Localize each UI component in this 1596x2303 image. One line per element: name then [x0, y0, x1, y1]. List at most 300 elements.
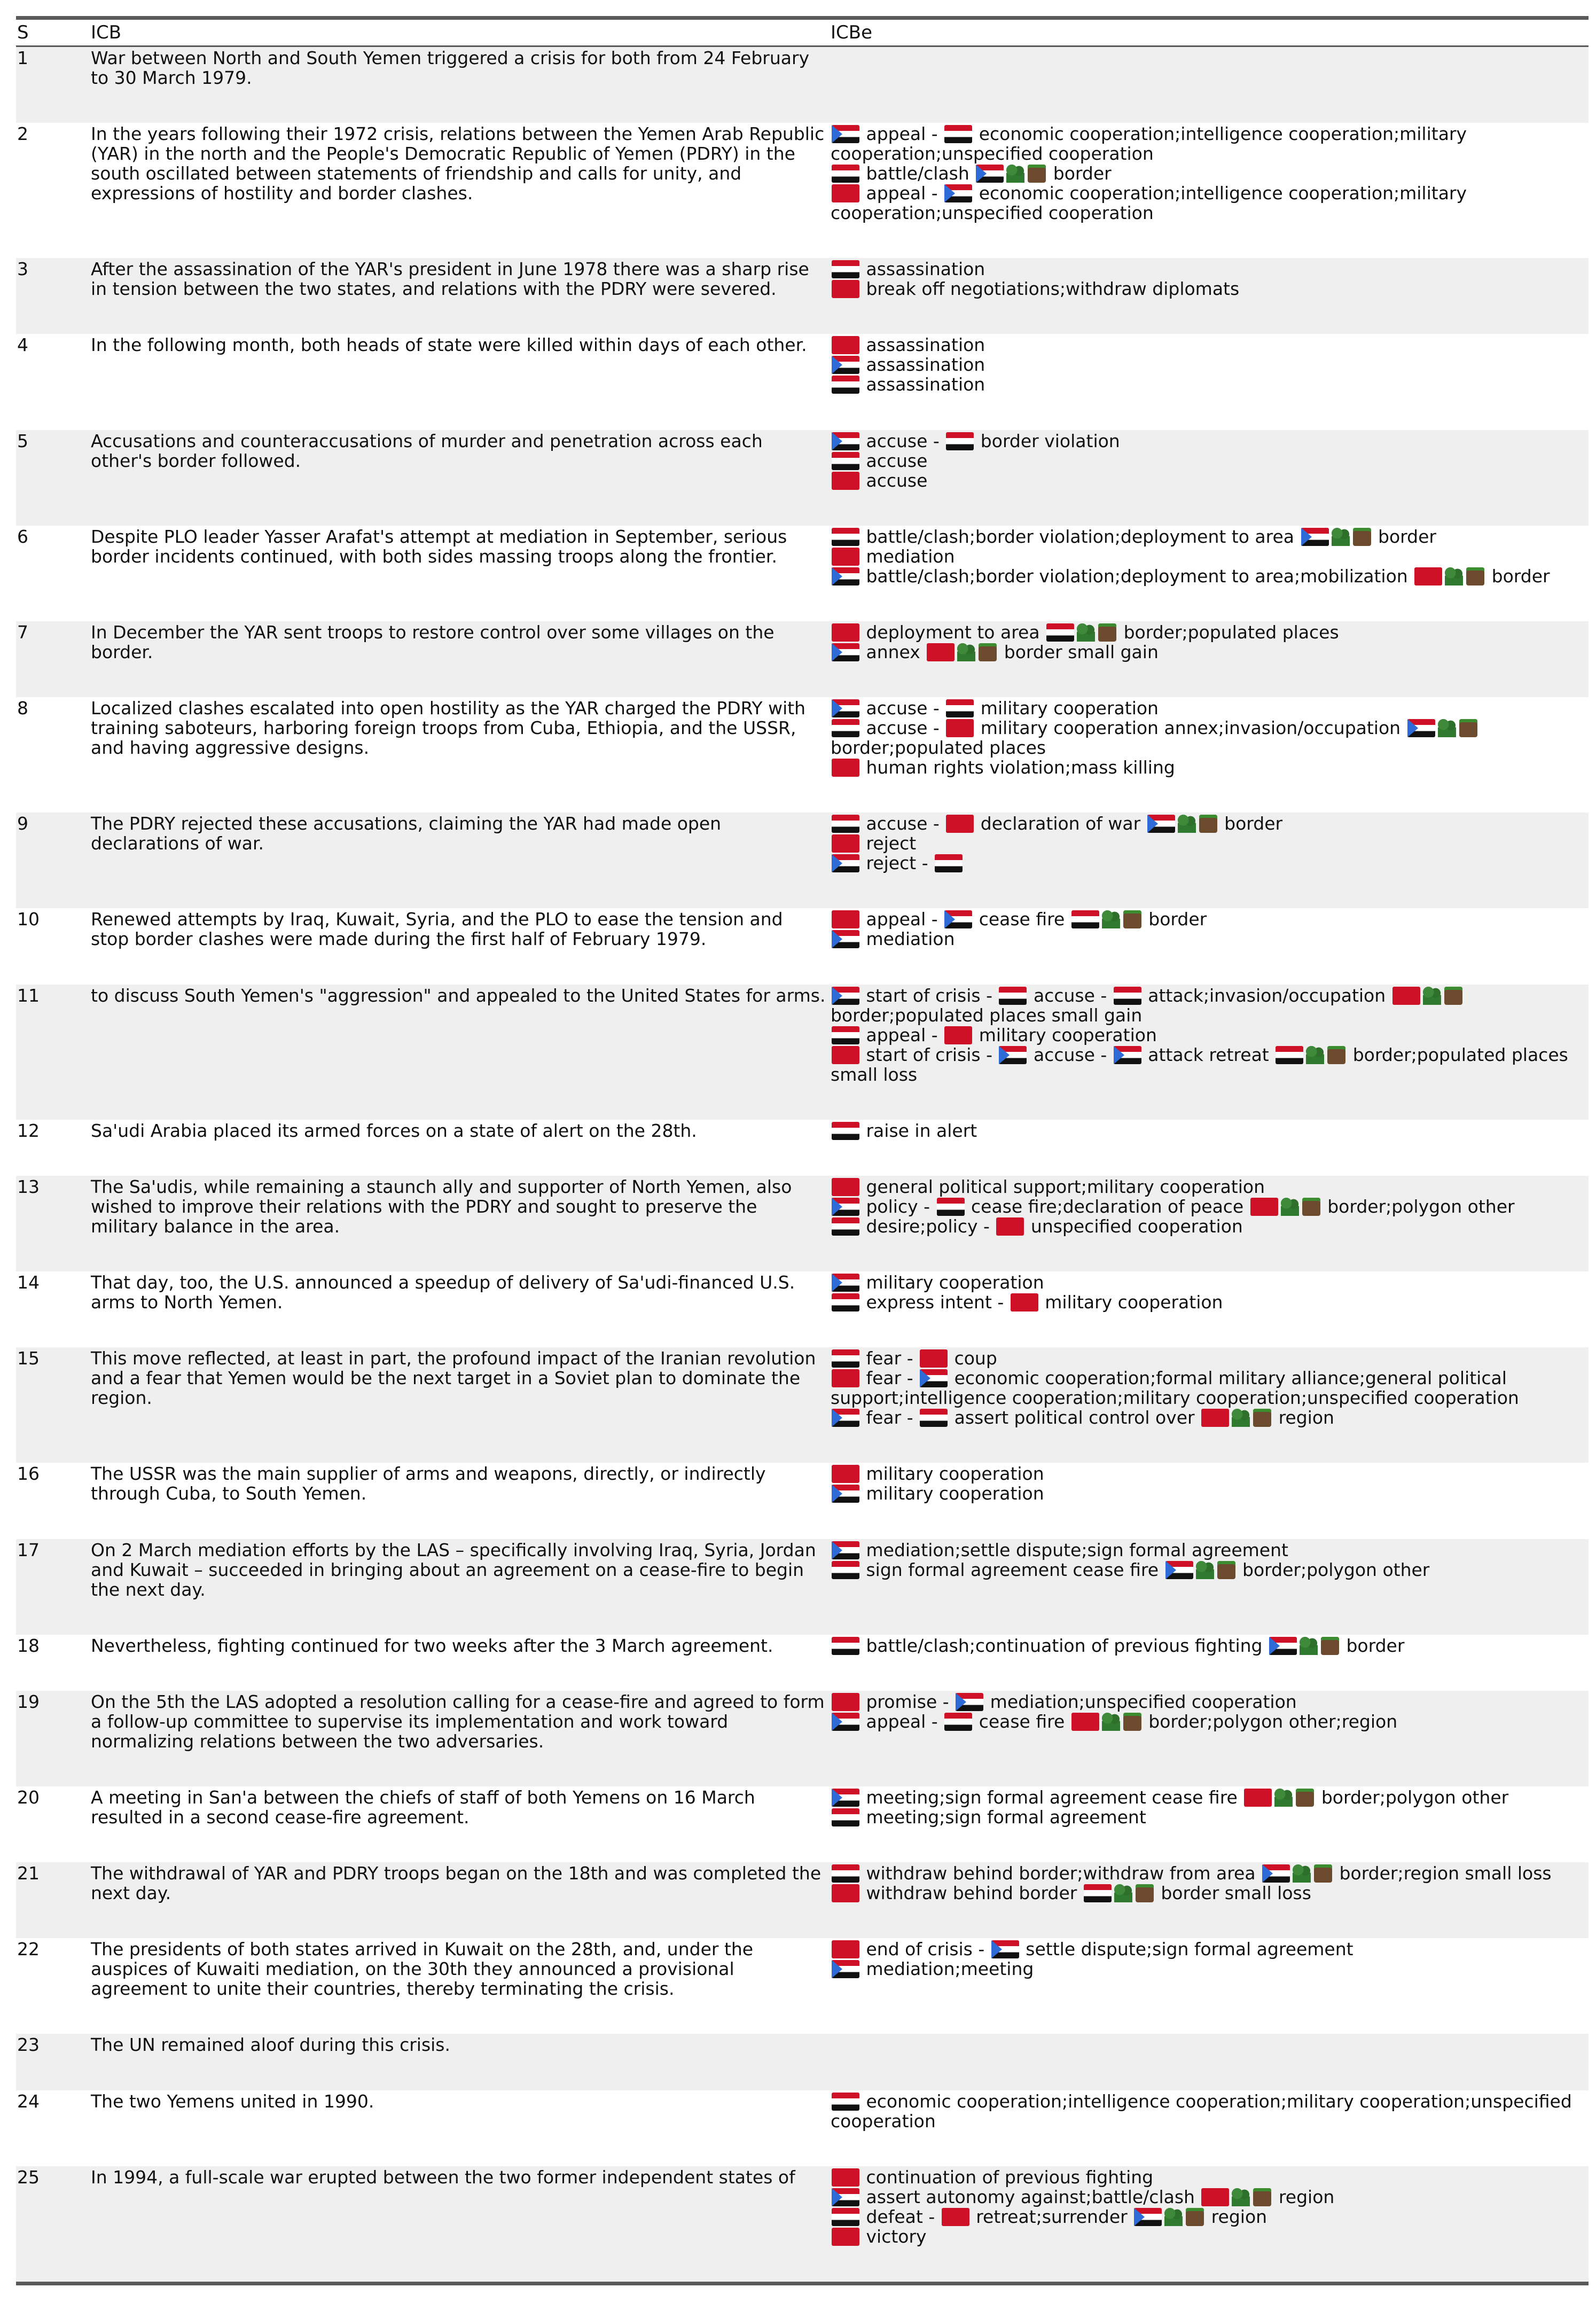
icb-sentence: In the years following their 1972 crisis, relations between the Yemen Arab Republic (YAR) in the north and the People's Democratic Republic of Yemen (PDRY) in the south oscillated between statements of friendship and calls for unity, and expressions of hostility and border clashes.: [91, 123, 825, 204]
event-text: border: [1218, 813, 1283, 834]
event-separator: -: [924, 1196, 936, 1217]
event-text: unspecified cooperation: [1025, 1215, 1243, 1237]
event-separator: -: [906, 1368, 919, 1389]
yar-flag-icon: [832, 1884, 859, 1902]
pdry-flag-icon: [999, 1046, 1027, 1064]
yemen-flag-icon: [999, 987, 1027, 1005]
event-line: [831, 566, 1589, 586]
pdry-flag-icon: [1407, 719, 1435, 737]
event-line: [831, 1787, 1589, 1807]
yar-flag-icon: [832, 910, 859, 928]
header-icb: ICB: [91, 22, 122, 43]
sentence-number: 19: [17, 1691, 40, 1712]
event-line: [831, 124, 1589, 163]
event-line: [831, 1939, 1589, 1959]
event-separator: -: [921, 853, 934, 874]
yar-flag-icon: [1414, 567, 1442, 585]
event-line: [831, 471, 1589, 490]
table-row: [16, 258, 1589, 334]
event-line: [831, 1807, 1589, 1827]
event-text: mediation: [860, 928, 955, 950]
event-text: battle/clash;continuation of previous fighting: [860, 1635, 1268, 1656]
sentence-number: 16: [17, 1463, 40, 1485]
yemen-flag-icon: [832, 1026, 859, 1044]
yemen-flag-icon: [935, 854, 963, 872]
icbe-events: [831, 1176, 1589, 1271]
event-text: assassination: [860, 259, 985, 280]
soldiers-icon: [1102, 1713, 1120, 1731]
event-text: victory: [860, 2226, 927, 2247]
icbe-events: [831, 1938, 1589, 2034]
event-line: [831, 1408, 1589, 1427]
yar-flag-icon: [832, 2168, 859, 2187]
yemen-flag-icon: [832, 1122, 859, 1140]
event-line: [831, 1959, 1589, 1979]
event-text: border;polygon other;region: [1143, 1711, 1398, 1732]
yemen-flag-icon: [946, 699, 974, 717]
sentence-number: 2: [17, 123, 28, 145]
event-line: [831, 1348, 1589, 1368]
icbe-events: [831, 47, 1589, 123]
sentence-number: 15: [17, 1348, 40, 1369]
event-text: sign formal agreement cease fire: [860, 1559, 1164, 1580]
yemen-flag-icon: [1046, 623, 1074, 642]
yar-flag-icon: [832, 1369, 859, 1387]
event-text: coup: [949, 1348, 997, 1369]
event-text: retreat;surrender: [970, 2206, 1133, 2227]
event-line: [831, 698, 1589, 718]
yar-flag-icon: [832, 834, 859, 853]
event-text: assert autonomy against;battle/clash: [860, 2186, 1201, 2207]
yemen-flag-icon: [832, 2208, 859, 2226]
event-line: [831, 986, 1589, 1025]
yemen-flag-icon: [832, 528, 859, 546]
table-row: [16, 1176, 1589, 1271]
event-line: [831, 1121, 1589, 1141]
event-line: [831, 2167, 1589, 2187]
event-text: battle/clash;border violation;deployment to area;mobilization: [860, 565, 1414, 587]
event-line: [831, 1484, 1589, 1503]
icbe-events: [831, 2090, 1589, 2166]
sentence-number: 7: [17, 621, 28, 643]
event-text: accuse: [860, 717, 933, 739]
event-line: [831, 814, 1589, 833]
sentence-number: 25: [17, 2166, 40, 2188]
pdry-flag-icon: [832, 1485, 859, 1503]
event-line: [831, 1464, 1589, 1484]
icbe-events: [831, 526, 1589, 621]
event-text: border: [1340, 1635, 1405, 1656]
yemen-flag-icon: [832, 1217, 859, 1236]
sentence-number: 12: [17, 1120, 40, 1141]
pdry-flag-icon: [832, 1960, 859, 1978]
yar-flag-icon: [942, 2208, 969, 2226]
sentence-number: 1: [17, 48, 28, 68]
territory-box-icon: [1314, 1864, 1332, 1883]
table-row: [16, 1120, 1589, 1176]
event-separator: -: [933, 430, 945, 451]
event-line: [831, 1197, 1589, 1216]
yemen-flag-icon: [1114, 987, 1141, 1005]
yar-flag-icon: [832, 2228, 859, 2246]
event-separator: -: [986, 1044, 998, 1065]
soldiers-icon: [1423, 987, 1441, 1005]
sentence-number: 8: [17, 698, 28, 719]
event-text: assert political control over: [949, 1407, 1201, 1428]
icbe-events: [831, 1271, 1589, 1347]
pdry-flag-icon: [832, 1198, 859, 1216]
pdry-flag-icon: [991, 1940, 1019, 1958]
yemen-flag-icon: [944, 125, 972, 143]
event-text: border;polygon other: [1237, 1559, 1430, 1580]
event-text: military cooperation: [973, 1024, 1157, 1045]
event-line: [831, 853, 1589, 873]
pdry-flag-icon: [832, 699, 859, 717]
soldiers-icon: [1196, 1561, 1214, 1579]
event-text: border;populated places small loss: [831, 1044, 1568, 1085]
pdry-flag-icon: [832, 567, 859, 585]
icb-sentence: Despite PLO leader Yasser Arafat's attempt at mediation in September, serious border incidents continued, with both sides massing troops along the frontier.: [91, 526, 787, 567]
table-row: [16, 1938, 1589, 2034]
sentence-number: 5: [17, 430, 28, 451]
territory-box-icon: [1459, 719, 1477, 737]
event-line: [831, 1540, 1589, 1560]
icb-sentence: War between North and South Yemen triggered a crisis for both from 24 February to 30 March 1979.: [91, 48, 810, 88]
event-line: [831, 1025, 1589, 1045]
icbe-events: [831, 1786, 1589, 1862]
event-text: border small gain: [998, 641, 1159, 662]
event-text: accuse: [860, 450, 928, 471]
event-line: [831, 451, 1589, 471]
yar-flag-icon: [832, 184, 859, 202]
event-separator: -: [983, 1215, 996, 1237]
yemen-flag-icon: [832, 1637, 859, 1655]
event-line: [831, 335, 1589, 355]
sentence-number: 14: [17, 1272, 40, 1293]
pdry-flag-icon: [976, 165, 1004, 183]
table-row: [16, 2090, 1589, 2166]
event-separator: -: [933, 698, 945, 719]
icbe-events: [831, 430, 1589, 526]
yemen-flag-icon: [946, 432, 974, 450]
event-line: [831, 2187, 1589, 2207]
pdry-flag-icon: [944, 184, 972, 202]
territory-box-icon: [1136, 1884, 1154, 1902]
territory-box-icon: [1353, 528, 1371, 546]
event-line: [831, 1045, 1589, 1084]
event-text: military cooperation: [1039, 1292, 1223, 1313]
event-text: economic cooperation;intelligence cooperation;military cooperation;unspecified cooperation: [831, 123, 1467, 165]
event-text: appeal: [860, 909, 932, 930]
yemen-flag-icon: [832, 1808, 859, 1826]
event-text: border;populated places: [831, 737, 1046, 759]
soldiers-icon: [1445, 567, 1463, 585]
icb-sentence: In 1994, a full-scale war erupted between the two former independent states of: [91, 2166, 795, 2188]
event-text: reject: [860, 833, 917, 854]
soldiers-icon: [1232, 2188, 1250, 2206]
yemen-flag-icon: [832, 815, 859, 833]
event-line: [831, 929, 1589, 949]
icb-sentence: In December the YAR sent troops to restore control over some villages on the border.: [91, 621, 774, 662]
pdry-flag-icon: [1262, 1864, 1290, 1883]
pdry-flag-icon: [832, 1274, 859, 1292]
table-row: [16, 813, 1589, 908]
yar-flag-icon: [832, 1178, 859, 1196]
event-line: [831, 909, 1589, 929]
event-line: [831, 547, 1589, 566]
event-text: attack retreat: [1142, 1044, 1275, 1065]
event-text: assassination: [860, 374, 985, 395]
soldiers-icon: [1006, 165, 1024, 183]
event-text: military cooperation: [975, 698, 1159, 719]
icb-sentence: On the 5th the LAS adopted a resolution calling for a cease-fire and agreed to form a follow-up committee to supervise its implementation and work toward normalizing relations between the two adversaries.: [91, 1691, 825, 1752]
pdry-flag-icon: [832, 1789, 859, 1807]
event-text: attack;invasion/occupation: [1142, 985, 1391, 1006]
event-text: border;polygon other: [1321, 1196, 1515, 1217]
table-row: [16, 985, 1589, 1120]
table-row: [16, 1347, 1589, 1463]
event-separator: -: [931, 909, 944, 930]
event-text: appeal: [860, 1711, 932, 1732]
event-line: [831, 1368, 1589, 1408]
territory-box-icon: [1217, 1561, 1235, 1579]
event-text: deployment to area: [860, 621, 1046, 643]
table-row: [16, 908, 1589, 984]
yemen-flag-icon: [1084, 1884, 1112, 1902]
event-text: border small loss: [1155, 1883, 1311, 1904]
yar-flag-icon: [1244, 1789, 1272, 1807]
event-separator: -: [978, 1939, 990, 1960]
event-text: mediation;meeting: [860, 1958, 1034, 1980]
soldiers-icon: [1102, 910, 1120, 928]
pdry-flag-icon: [832, 2188, 859, 2206]
soldiers-icon: [1332, 528, 1350, 546]
icbe-events: [831, 334, 1589, 430]
yar-flag-icon: [832, 1693, 859, 1711]
event-line: [831, 1272, 1589, 1292]
pdry-flag-icon: [832, 930, 859, 948]
event-text: region: [1206, 2206, 1268, 2227]
sentence-number: 13: [17, 1176, 40, 1197]
territory-box-icon: [1186, 2208, 1204, 2226]
event-text: economic cooperation;formal military alliance;general political support;intelligence cooperation;military cooperation;unspecified cooperation: [831, 1368, 1519, 1409]
table-row: [16, 1691, 1589, 1786]
yar-flag-icon: [832, 280, 859, 298]
event-text: accuse: [1028, 1044, 1101, 1065]
event-text: express intent: [860, 1292, 998, 1313]
yar-flag-icon: [920, 1349, 948, 1368]
event-text: border;polygon other: [1316, 1786, 1509, 1808]
event-line: [831, 183, 1589, 223]
soldiers-icon: [1077, 623, 1095, 642]
header-s: S: [17, 22, 29, 43]
event-text: reject: [860, 853, 922, 874]
event-text: continuation of previous fighting: [860, 2166, 1154, 2188]
yar-flag-icon: [832, 472, 859, 490]
yar-flag-icon: [946, 815, 974, 833]
event-text: region: [1273, 1407, 1334, 1428]
pdry-flag-icon: [1114, 1046, 1141, 1064]
event-line: [831, 279, 1589, 299]
event-separator: -: [906, 1348, 919, 1369]
event-text: region: [1273, 2186, 1335, 2207]
event-text: appeal: [860, 123, 932, 145]
table-row: [16, 526, 1589, 621]
table-row: [16, 1635, 1589, 1691]
icbe-events: [831, 1347, 1589, 1463]
event-text: cease fire: [973, 1711, 1070, 1732]
event-line: [831, 1883, 1589, 1903]
event-separator: -: [906, 1407, 919, 1428]
event-line: [831, 1216, 1589, 1236]
soldiers-icon: [1438, 719, 1456, 737]
table-header: [16, 20, 1589, 47]
event-line: [831, 163, 1589, 183]
icb-sentence: A meeting in San'a between the chiefs of staff of both Yemens on 16 March resulted in a second cease-fire agreement.: [91, 1786, 755, 1828]
sentence-number: 22: [17, 1939, 40, 1960]
table-row: [16, 1463, 1589, 1539]
event-text: declaration of war: [975, 813, 1146, 834]
event-text: accuse: [860, 470, 928, 491]
event-text: assassination: [860, 334, 985, 356]
event-text: mediation;unspecified cooperation: [984, 1691, 1297, 1712]
sentence-number: 4: [17, 334, 28, 356]
event-separator: -: [986, 985, 998, 1006]
event-line: [831, 1692, 1589, 1712]
soldiers-icon: [1293, 1864, 1311, 1883]
event-text: border: [1486, 565, 1550, 587]
event-text: end of crisis: [860, 1939, 979, 1960]
table-row: [16, 47, 1589, 123]
yemen-flag-icon: [832, 2093, 859, 2111]
pdry-flag-icon: [832, 854, 859, 872]
territory-box-icon: [1123, 910, 1141, 928]
table-body: [16, 47, 1589, 2282]
event-text: border;populated places: [1118, 621, 1339, 643]
event-separator: -: [931, 1024, 944, 1045]
territory-box-icon: [1253, 2188, 1271, 2206]
icb-sentence: In the following month, both heads of state were killed within days of each other.: [91, 334, 807, 356]
territory-box-icon: [1444, 987, 1462, 1005]
event-text: military cooperation: [860, 1272, 1044, 1293]
pdry-flag-icon: [832, 1713, 859, 1731]
yemen-flag-icon: [832, 1864, 859, 1883]
table-row: [16, 621, 1589, 697]
icb-sentence: Nevertheless, fighting continued for two weeks after the 3 March agreement.: [91, 1635, 773, 1656]
event-text: settle dispute;sign formal agreement: [1020, 1939, 1354, 1960]
event-text: battle/clash;border violation;deployment to area: [860, 526, 1300, 547]
icb-sentence: Localized clashes escalated into open hostility as the YAR charged the PDRY with training saboteurs, harboring foreign troops from Cuba, Ethiopia, and the USSR, and having aggressive designs.: [91, 698, 806, 759]
event-text: military cooperation: [860, 1483, 1044, 1504]
icb-sentence: The PDRY rejected these accusations, claiming the YAR had made open declarations of war.: [91, 813, 722, 854]
event-line: [831, 374, 1589, 394]
event-text: break off negotiations;withdraw diplomats: [860, 278, 1240, 300]
event-text: defeat: [860, 2206, 929, 2227]
territory-box-icon: [1466, 567, 1484, 585]
pdry-flag-icon: [832, 1541, 859, 1559]
pdry-flag-icon: [832, 125, 859, 143]
pdry-flag-icon: [832, 987, 859, 1005]
icbe-events: [831, 1635, 1589, 1691]
event-line: [831, 355, 1589, 374]
event-text: mediation;settle dispute;sign formal agreement: [860, 1539, 1288, 1560]
yar-flag-icon: [944, 1026, 972, 1044]
territory-box-icon: [1123, 1713, 1141, 1731]
event-text: battle/clash: [860, 163, 975, 184]
table-row: [16, 430, 1589, 526]
event-text: economic cooperation;intelligence cooperation;military cooperation;unspecified cooperation: [831, 2090, 1572, 2132]
territory-box-icon: [979, 643, 997, 661]
event-line: [831, 1560, 1589, 1580]
pdry-flag-icon: [832, 432, 859, 450]
event-text: annex: [860, 641, 926, 662]
icb-sentence: After the assassination of the YAR's president in June 1978 there was a sharp rise in tension between the two states, and relations with the PDRY were severed.: [91, 259, 809, 300]
yemen-flag-icon: [1071, 910, 1099, 928]
event-text: military cooperation: [860, 1463, 1044, 1485]
icbe-events: [831, 908, 1589, 984]
pdry-flag-icon: [1134, 2208, 1162, 2226]
sentence-number: 20: [17, 1786, 40, 1808]
event-text: border;populated places small gain: [831, 1004, 1143, 1026]
territory-box-icon: [1296, 1789, 1314, 1807]
event-text: appeal: [860, 1024, 932, 1045]
territory-box-icon: [1253, 1409, 1271, 1427]
yemen-flag-icon: [832, 1349, 859, 1368]
yar-flag-icon: [1392, 987, 1420, 1005]
yemen-flag-icon: [832, 376, 859, 394]
yar-flag-icon: [832, 336, 859, 354]
event-text: fear: [860, 1348, 907, 1369]
yemen-flag-icon: [944, 1713, 972, 1731]
event-text: start of crisis: [860, 985, 987, 1006]
event-separator: -: [1100, 1044, 1113, 1065]
yemen-flag-icon: [937, 1198, 965, 1216]
table-row: [16, 334, 1589, 430]
soldiers-icon: [1281, 1198, 1299, 1216]
table-row: [16, 697, 1589, 813]
icb-sentence: The withdrawal of YAR and PDRY troops began on the 18th and was completed the next day.: [91, 1863, 822, 1904]
icb-icbe-table: [16, 16, 1589, 2285]
icbe-events: [831, 258, 1589, 334]
event-separator: -: [1100, 985, 1113, 1006]
yemen-flag-icon: [832, 260, 859, 278]
icb-sentence: The UN remained aloof during this crisis.: [91, 2034, 450, 2056]
icb-sentence: The USSR was the main supplier of arms and weapons, directly, or indirectly through Cuba, to South Yemen.: [91, 1463, 766, 1504]
yar-flag-icon: [1250, 1198, 1278, 1216]
icbe-events: [831, 813, 1589, 908]
event-text: cease fire;declaration of peace: [965, 1196, 1249, 1217]
event-line: [831, 642, 1589, 662]
yar-flag-icon: [1071, 1713, 1099, 1731]
soldiers-icon: [1306, 1046, 1324, 1064]
event-text: border;region small loss: [1334, 1863, 1552, 1884]
table-row: [16, 2166, 1589, 2282]
table-row: [16, 2034, 1589, 2090]
pdry-flag-icon: [1269, 1637, 1297, 1655]
yemen-flag-icon: [920, 1409, 948, 1427]
event-text: fear: [860, 1407, 907, 1428]
yar-flag-icon: [832, 623, 859, 642]
event-text: meeting;sign formal agreement: [860, 1806, 1146, 1828]
event-text: border: [1143, 909, 1207, 930]
pdry-flag-icon: [832, 643, 859, 661]
sentence-number: 3: [17, 259, 28, 280]
event-text: accuse: [860, 813, 933, 834]
soldiers-icon: [1274, 1789, 1293, 1807]
event-text: fear: [860, 1368, 907, 1389]
soldiers-icon: [1114, 1884, 1132, 1902]
event-text: general political support;military cooperation: [860, 1176, 1265, 1197]
